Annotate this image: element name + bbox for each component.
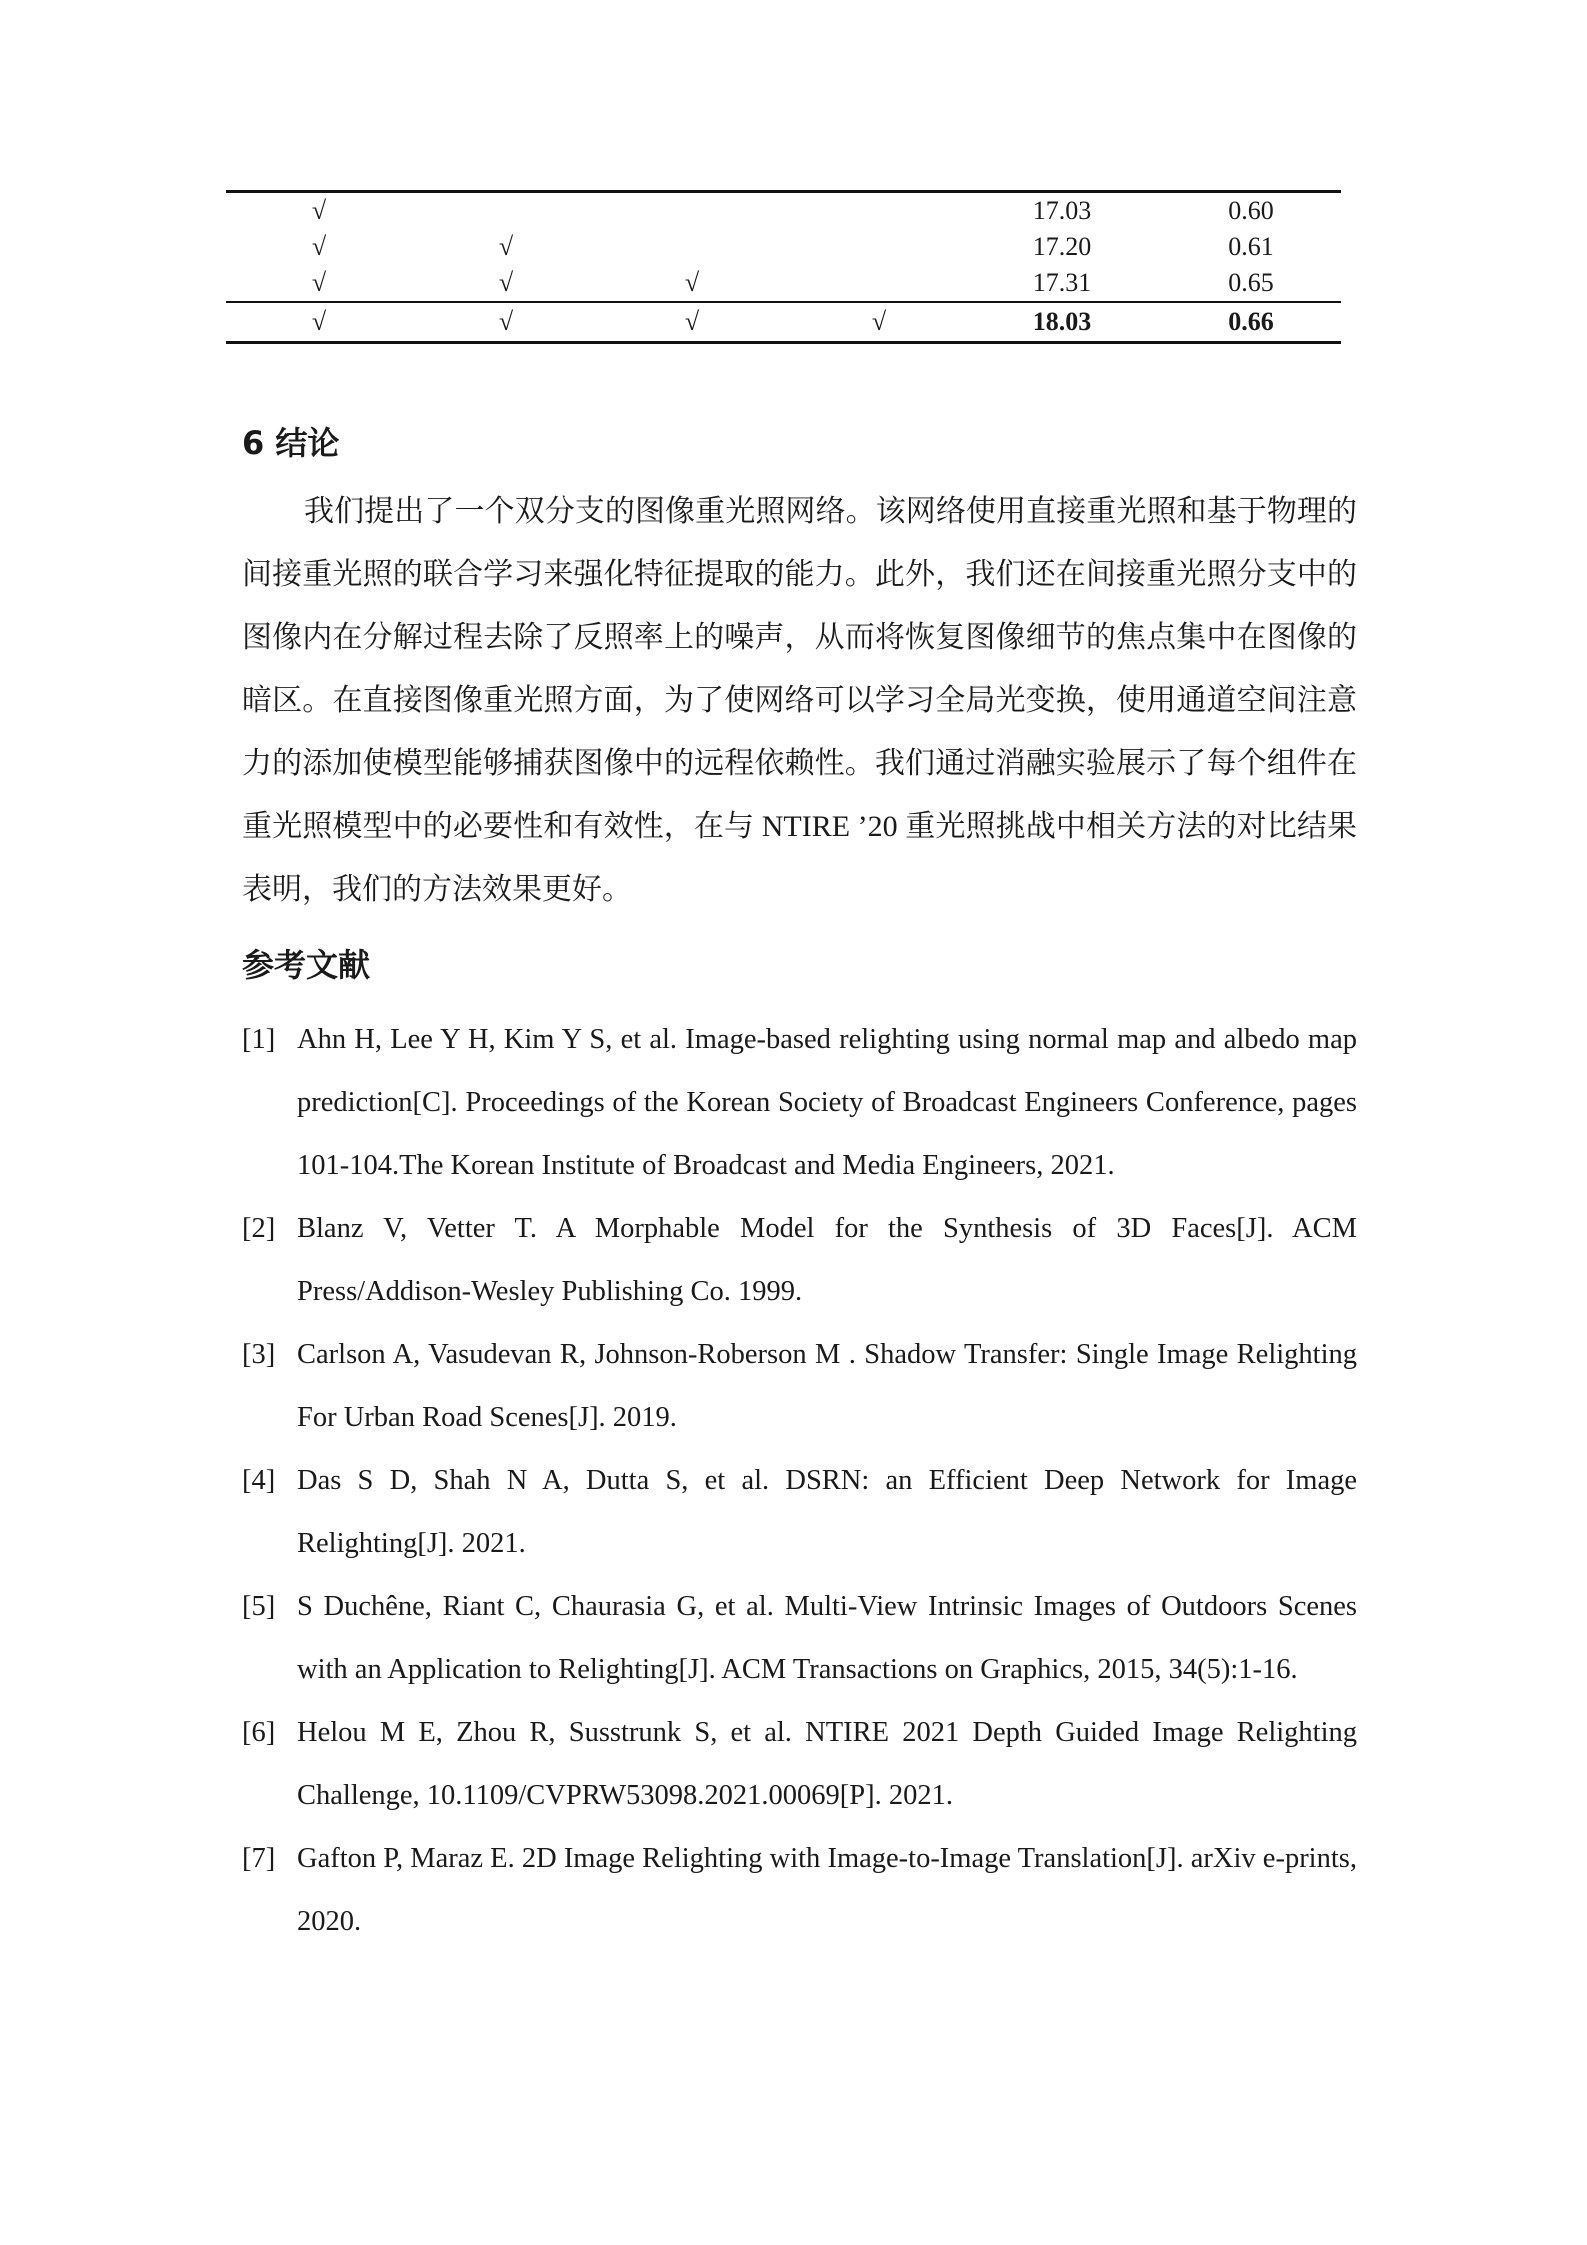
conclusion-heading: 6 结论 [242, 424, 340, 462]
table-cell: 0.60 [1228, 196, 1274, 225]
table-cell: 0.65 [1228, 268, 1274, 297]
table-cell: 18.03 [1032, 307, 1092, 336]
reference-item [242, 1701, 1357, 1827]
reference-text: Ahn H, Lee Y H, Kim Y S, et al. Image-based relighting using normal map and albedo map prediction[C]. Proceedings of the Korean Society of Broadcast Engineers Conference, pages 101-104.The Korean Institute of Broadcast and Media Engineers, 2021. [297, 1024, 1357, 1181]
table-cell: √ [498, 232, 514, 261]
table-row [226, 193, 1341, 229]
table-row-best [226, 301, 1341, 341]
table-cell: 17.31 [1032, 268, 1092, 297]
references-heading: 参考文献 [242, 946, 371, 984]
table-cell: √ [311, 232, 327, 261]
reference-item [242, 1008, 1357, 1197]
reference-item [242, 1575, 1357, 1701]
table-cell: 17.03 [1032, 196, 1092, 225]
reference-item [242, 1323, 1357, 1449]
reference-number: [1] [242, 1024, 276, 1055]
reference-number: [6] [242, 1717, 276, 1748]
reference-list [242, 1008, 1357, 1953]
reference-text: Carlson A, Vasudevan R, Johnson-Roberson M . Shadow Transfer: Single Image Relighting For Urban Road Scenes[J]. 2019. [297, 1339, 1357, 1433]
reference-item [242, 1827, 1357, 1953]
table-cell: √ [311, 196, 327, 225]
table-cell: √ [498, 268, 514, 297]
ablation-table [226, 190, 1341, 344]
reference-text: Gafton P, Maraz E. 2D Image Relighting with Image-to-Image Translation[J]. arXiv e-prints, 2020. [297, 1843, 1357, 1937]
conclusion-paragraph: 我们提出了一个双分支的图像重光照网络。该网络使用直接重光照和基于物理的间接重光照的联合学习来强化特征提取的能力。此外，我们还在间接重光照分支中的图像内在分解过程去除了反照率上的噪声，从而将恢复图像细节的焦点集中在图像的暗区。在直接图像重光照方面，为了使网络可以学习全局光变换，使用通道空间注意力的添加使模型能够捕获图像中的远程依赖性。我们通过消融实验展示了每个组件在重光照模型中的必要性和有效性，在与 NTIRE ’20 重光照挑战中相关方法的对比结果表明，我们的方法效果更好。 [242, 495, 1357, 906]
reference-text: Blanz V, Vetter T. A Morphable Model for the Synthesis of 3D Faces[J]. ACM Press/Addison-Wesley Publishing Co. 1999. [297, 1213, 1357, 1307]
table-cell: 0.61 [1228, 232, 1274, 261]
table-cell: √ [498, 307, 514, 336]
reference-number: [3] [242, 1339, 276, 1370]
reference-text: S Duchêne, Riant C, Chaurasia G, et al. Multi-View Intrinsic Images of Outdoors Scenes with an Application to Relighting[J]. ACM Transactions on Graphics, 2015, 34(5):1-16. [297, 1591, 1357, 1685]
reference-number: [2] [242, 1213, 276, 1244]
table-row [226, 229, 1341, 265]
reference-item [242, 1197, 1357, 1323]
table-cell: √ [871, 307, 887, 336]
reference-number: [7] [242, 1843, 276, 1874]
table-row [226, 265, 1341, 301]
reference-text: Helou M E, Zhou R, Susstrunk S, et al. NTIRE 2021 Depth Guided Image Relighting Challenge, 10.1109/CVPRW53098.2021.00069[P]. 2021. [297, 1717, 1357, 1811]
reference-item [242, 1449, 1357, 1575]
reference-number: [5] [242, 1591, 276, 1622]
table-cell: √ [311, 307, 327, 336]
table-cell: √ [311, 268, 327, 297]
table-cell: 0.66 [1228, 307, 1274, 336]
reference-number: [4] [242, 1465, 276, 1496]
table-cell: √ [684, 307, 700, 336]
table-cell: √ [684, 268, 700, 297]
reference-text: Das S D, Shah N A, Dutta S, et al. DSRN: an Efficient Deep Network for Image Relighting[J]. 2021. [297, 1465, 1357, 1559]
table-cell: 17.20 [1032, 232, 1092, 261]
